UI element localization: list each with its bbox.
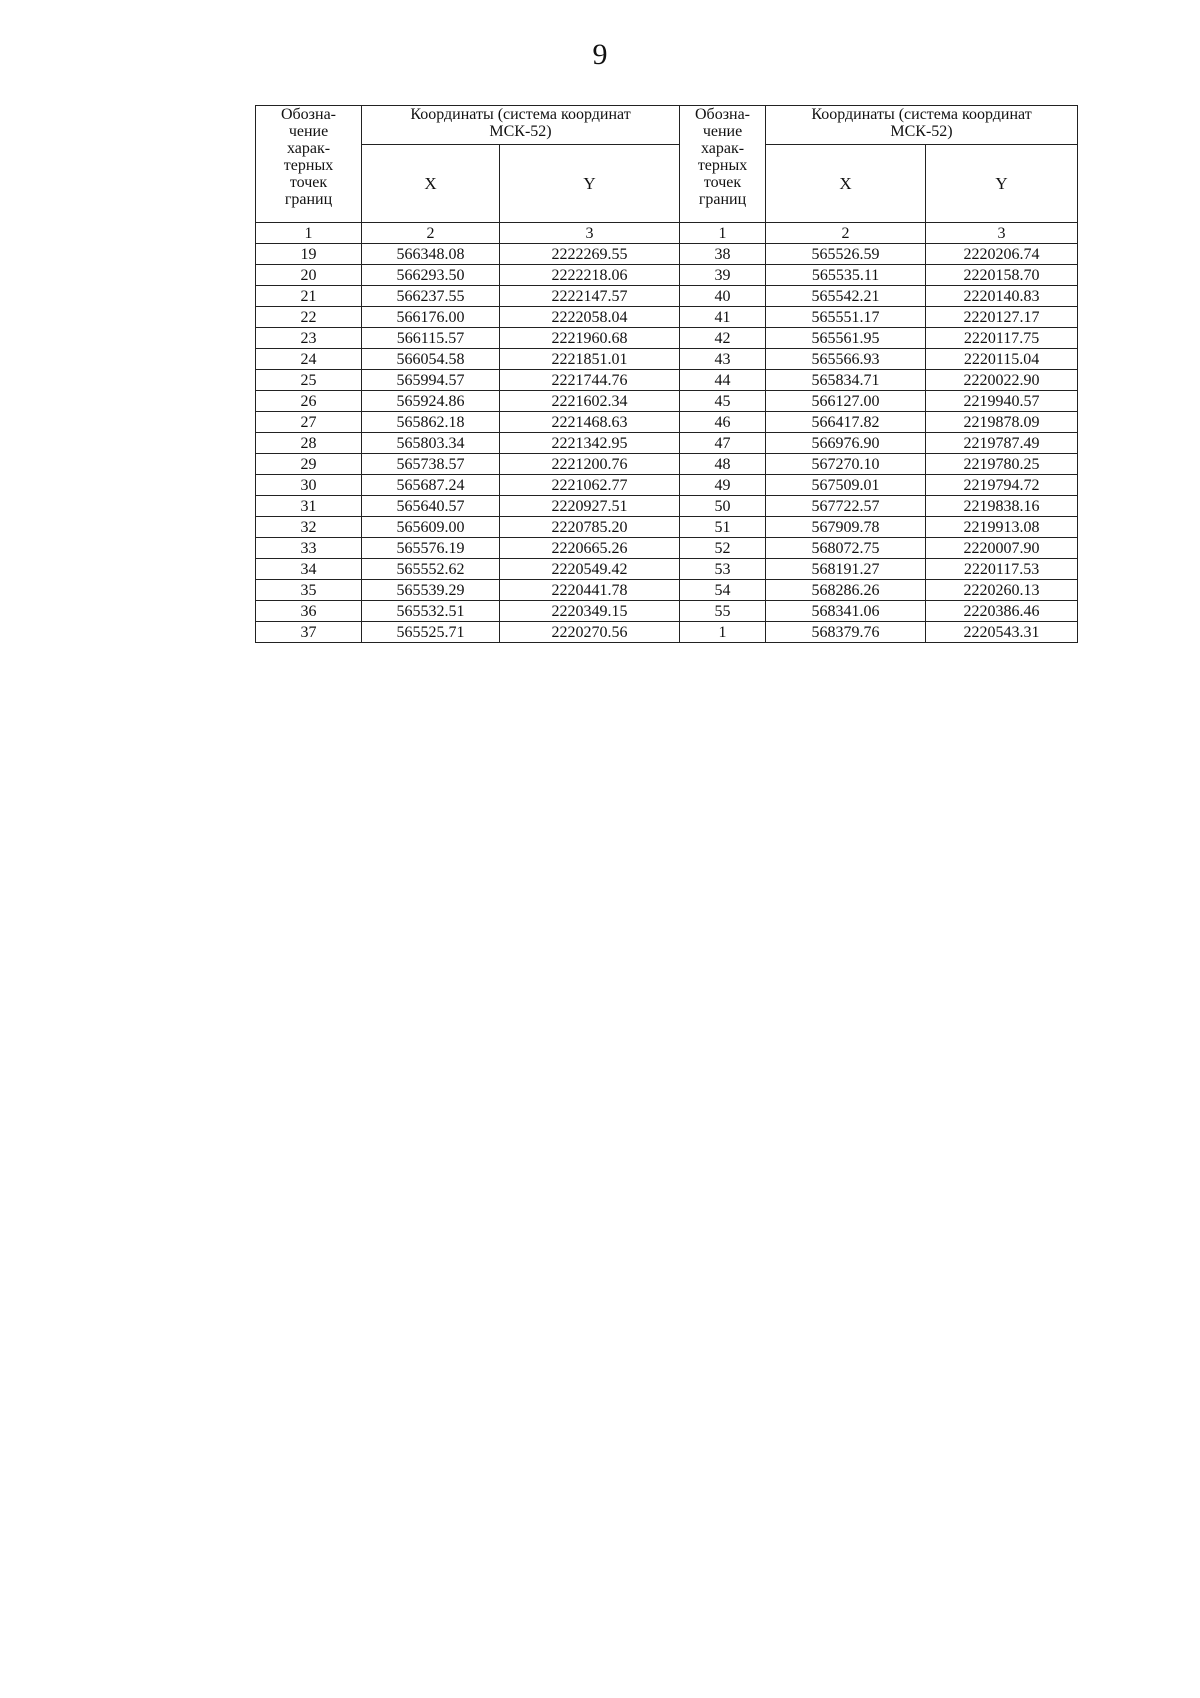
table-row (256, 265, 1078, 286)
x-right-cell: 565535.11 (766, 265, 926, 286)
x-right-cell: 566127.00 (766, 391, 926, 412)
table-row (256, 244, 1078, 265)
y-right-cell: 2219780.25 (926, 454, 1078, 475)
point-left-cell: 34 (256, 559, 362, 580)
point-left-cell: 22 (256, 307, 362, 328)
table-row (256, 328, 1078, 349)
y-right-cell: 2220140.83 (926, 286, 1078, 307)
table-body (256, 244, 1078, 643)
coordinates-table (255, 105, 1078, 643)
table-row (256, 517, 1078, 538)
point-right-cell: 47 (680, 433, 766, 454)
y-right-cell: 2219913.08 (926, 517, 1078, 538)
y-left-cell: 2222147.57 (500, 286, 680, 307)
x-left-cell: 566348.08 (362, 244, 500, 265)
header-row-2 (256, 145, 1078, 223)
y-right-cell: 2220386.46 (926, 601, 1078, 622)
header-point-designation-right-text: Обозна- чение харак- терных точек границ (695, 106, 751, 208)
x-left-cell: 565803.34 (362, 433, 500, 454)
table-row (256, 559, 1078, 580)
y-left-cell: 2221851.01 (500, 349, 680, 370)
point-right-cell: 51 (680, 517, 766, 538)
x-left-cell: 566176.00 (362, 307, 500, 328)
y-right-cell: 2220117.75 (926, 328, 1078, 349)
table-row (256, 580, 1078, 601)
x-left-cell: 565552.62 (362, 559, 500, 580)
x-right-cell: 565551.17 (766, 307, 926, 328)
y-left-cell: 2220349.15 (500, 601, 680, 622)
point-left-cell: 30 (256, 475, 362, 496)
point-right-cell: 50 (680, 496, 766, 517)
point-right-cell: 46 (680, 412, 766, 433)
point-right-cell: 39 (680, 265, 766, 286)
point-right-cell: 53 (680, 559, 766, 580)
point-left-cell: 29 (256, 454, 362, 475)
column-numbers-row (256, 223, 1078, 244)
point-right-cell: 38 (680, 244, 766, 265)
column-number: 1 (256, 223, 362, 244)
column-number: 1 (680, 223, 766, 244)
table-row (256, 349, 1078, 370)
point-left-cell: 37 (256, 622, 362, 643)
point-right-cell: 52 (680, 538, 766, 559)
point-right-cell: 40 (680, 286, 766, 307)
y-right-cell: 2220206.74 (926, 244, 1078, 265)
x-right-cell: 567270.10 (766, 454, 926, 475)
y-left-cell: 2221468.63 (500, 412, 680, 433)
x-left-cell: 565687.24 (362, 475, 500, 496)
y-left-cell: 2222269.55 (500, 244, 680, 265)
point-right-cell: 55 (680, 601, 766, 622)
x-right-cell: 565834.71 (766, 370, 926, 391)
point-left-cell: 33 (256, 538, 362, 559)
x-right-cell: 567722.57 (766, 496, 926, 517)
header-coordinates-right (766, 106, 1078, 145)
x-right-cell: 568072.75 (766, 538, 926, 559)
table-row (256, 286, 1078, 307)
x-left-cell: 566115.57 (362, 328, 500, 349)
point-right-cell: 45 (680, 391, 766, 412)
x-right-cell: 565526.59 (766, 244, 926, 265)
y-right-cell: 2220117.53 (926, 559, 1078, 580)
y-left-cell: 2220549.42 (500, 559, 680, 580)
point-left-cell: 36 (256, 601, 362, 622)
y-left-cell: 2221062.77 (500, 475, 680, 496)
y-right-cell: 2220022.90 (926, 370, 1078, 391)
y-right-cell: 2219940.57 (926, 391, 1078, 412)
point-left-cell: 26 (256, 391, 362, 412)
point-right-cell: 48 (680, 454, 766, 475)
y-left-cell: 2221342.95 (500, 433, 680, 454)
header-y-left: Y (500, 145, 680, 223)
x-left-cell: 565738.57 (362, 454, 500, 475)
point-left-cell: 27 (256, 412, 362, 433)
table-row (256, 370, 1078, 391)
y-left-cell: 2222218.06 (500, 265, 680, 286)
point-left-cell: 32 (256, 517, 362, 538)
header-point-designation-left-text: Обозна- чение харак- терных точек границ (280, 106, 336, 208)
x-left-cell: 565924.86 (362, 391, 500, 412)
x-left-cell: 565525.71 (362, 622, 500, 643)
y-left-cell: 2221744.76 (500, 370, 680, 391)
y-left-cell: 2220665.26 (500, 538, 680, 559)
point-left-cell: 24 (256, 349, 362, 370)
header-point-designation-left (256, 106, 362, 223)
point-right-cell: 41 (680, 307, 766, 328)
x-right-cell: 568191.27 (766, 559, 926, 580)
table-row (256, 622, 1078, 643)
header-coordinates-right-text: Координаты (система координат МСК-52) (811, 106, 1032, 140)
y-right-cell: 2219878.09 (926, 412, 1078, 433)
column-number: 3 (500, 223, 680, 244)
x-left-cell: 566237.55 (362, 286, 500, 307)
y-right-cell: 2220543.31 (926, 622, 1078, 643)
x-left-cell: 565640.57 (362, 496, 500, 517)
x-right-cell: 568379.76 (766, 622, 926, 643)
point-left-cell: 35 (256, 580, 362, 601)
x-left-cell: 565994.57 (362, 370, 500, 391)
table-header (256, 106, 1078, 244)
x-right-cell: 565542.21 (766, 286, 926, 307)
column-number: 2 (362, 223, 500, 244)
page-number: 9 (592, 38, 608, 71)
x-left-cell: 565532.51 (362, 601, 500, 622)
y-right-cell: 2220260.13 (926, 580, 1078, 601)
column-number: 2 (766, 223, 926, 244)
header-row-1 (256, 106, 1078, 145)
point-left-cell: 23 (256, 328, 362, 349)
point-left-cell: 21 (256, 286, 362, 307)
header-point-designation-right (680, 106, 766, 223)
table-row (256, 475, 1078, 496)
table-row (256, 454, 1078, 475)
table-row (256, 433, 1078, 454)
y-right-cell: 2220115.04 (926, 349, 1078, 370)
x-right-cell: 565566.93 (766, 349, 926, 370)
header-y-right: Y (926, 145, 1078, 223)
column-number: 3 (926, 223, 1078, 244)
header-x-right: X (766, 145, 926, 223)
x-right-cell: 568286.26 (766, 580, 926, 601)
y-right-cell: 2219794.72 (926, 475, 1078, 496)
x-left-cell: 565862.18 (362, 412, 500, 433)
x-left-cell: 565576.19 (362, 538, 500, 559)
point-left-cell: 25 (256, 370, 362, 391)
table-row (256, 307, 1078, 328)
y-left-cell: 2221960.68 (500, 328, 680, 349)
point-right-cell: 43 (680, 349, 766, 370)
header-x-left: X (362, 145, 500, 223)
y-left-cell: 2220785.20 (500, 517, 680, 538)
y-right-cell: 2220158.70 (926, 265, 1078, 286)
x-right-cell: 566976.90 (766, 433, 926, 454)
x-right-cell: 565561.95 (766, 328, 926, 349)
y-right-cell: 2220007.90 (926, 538, 1078, 559)
table-row (256, 391, 1078, 412)
y-left-cell: 2222058.04 (500, 307, 680, 328)
point-left-cell: 31 (256, 496, 362, 517)
x-right-cell: 567909.78 (766, 517, 926, 538)
y-left-cell: 2220270.56 (500, 622, 680, 643)
y-right-cell: 2220127.17 (926, 307, 1078, 328)
table-row (256, 538, 1078, 559)
x-left-cell: 565539.29 (362, 580, 500, 601)
x-left-cell: 566054.58 (362, 349, 500, 370)
x-left-cell: 566293.50 (362, 265, 500, 286)
y-left-cell: 2220441.78 (500, 580, 680, 601)
y-left-cell: 2221200.76 (500, 454, 680, 475)
point-right-cell: 54 (680, 580, 766, 601)
x-left-cell: 565609.00 (362, 517, 500, 538)
x-right-cell: 567509.01 (766, 475, 926, 496)
header-coordinates-left-text: Координаты (система координат МСК-52) (410, 106, 631, 140)
point-left-cell: 20 (256, 265, 362, 286)
point-left-cell: 19 (256, 244, 362, 265)
y-left-cell: 2220927.51 (500, 496, 680, 517)
table-row (256, 601, 1078, 622)
point-right-cell: 1 (680, 622, 766, 643)
point-right-cell: 42 (680, 328, 766, 349)
y-right-cell: 2219787.49 (926, 433, 1078, 454)
y-right-cell: 2219838.16 (926, 496, 1078, 517)
y-left-cell: 2221602.34 (500, 391, 680, 412)
point-right-cell: 49 (680, 475, 766, 496)
table-row (256, 412, 1078, 433)
header-coordinates-left (362, 106, 680, 145)
table-row (256, 496, 1078, 517)
point-left-cell: 28 (256, 433, 362, 454)
point-right-cell: 44 (680, 370, 766, 391)
x-right-cell: 566417.82 (766, 412, 926, 433)
x-right-cell: 568341.06 (766, 601, 926, 622)
